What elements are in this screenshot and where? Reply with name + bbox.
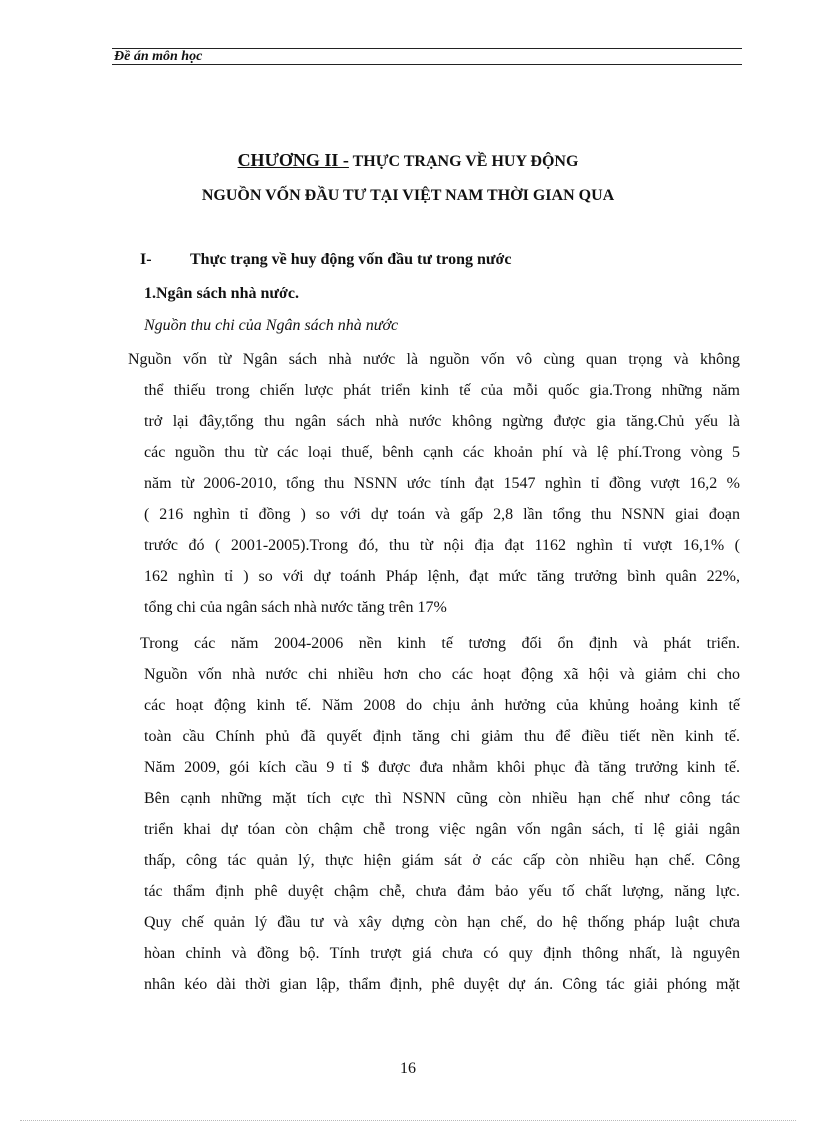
paragraph-line: Bên cạnh những mặt tích cực thì NSNN cũng còn nhiều hạn chế như công tác xyxy=(144,790,740,807)
paragraph-line: triển khai dự tóan còn chậm chễ trong việc ngân vốn ngân sách, tỉ lệ giải ngân xyxy=(144,821,740,838)
paragraph-line: 162 nghìn tỉ ) so với dự toánh Pháp lệnh, đạt mức tăng trưởng bình quân 22%, xyxy=(144,568,740,585)
page-top-border xyxy=(112,48,742,49)
page-bottom-edge xyxy=(20,1120,796,1121)
section-title: Thực trạng về huy động vốn đầu tư trong nước xyxy=(190,251,512,268)
paragraph-line: Nguồn vốn từ Ngân sách nhà nước là nguồn vốn vô cùng quan trọng và không xyxy=(128,351,740,368)
paragraph-line: thể thiếu trong chiến lược phát triển kinh tế của mỗi quốc gia.Trong những năm xyxy=(144,382,740,399)
section-number: I- xyxy=(140,251,152,268)
running-header: Đề án môn học xyxy=(114,49,203,64)
paragraph-line: nhân kéo dài thời gian lập, thẩm định, phê duyệt dự án. Công tác giải phóng mặt xyxy=(144,976,740,993)
paragraph-line: thấp, công tác quản lý, thực hiện giám sát ở các cấp còn nhiều hạn chế. Công xyxy=(144,852,740,869)
paragraph-line: tác thẩm định phê duyệt chậm chễ, chưa đảm bảo yếu tố chất lượng, năng lực. xyxy=(144,883,740,900)
subheading: Nguồn thu chi của Ngân sách nhà nước xyxy=(144,317,399,334)
paragraph-line: Nguồn vốn nhà nước chi nhiều hơn cho các hoạt động xã hội và giảm chi cho xyxy=(144,666,740,683)
paragraph-line: trở lại đây,tổng thu ngân sách nhà nước không ngừng được gia tăng.Chủ yếu là xyxy=(144,413,740,430)
chapter-title-line-1 xyxy=(0,150,816,172)
page-number: 16 xyxy=(400,1060,416,1077)
chapter-label: CHƯƠNG II - xyxy=(237,150,349,170)
paragraph-line: trước đó ( 2001-2005).Trong đó, thu từ nội địa đạt 1162 nghìn tỉ vượt 16,1% ( xyxy=(144,537,740,554)
paragraph-line: Trong các năm 2004-2006 nền kinh tế tương đối ổn định và phát triển. xyxy=(140,635,740,652)
paragraph-line: Quy chế quản lý đầu tư và xây dựng còn hạn chế, do hệ thống pháp luật chưa xyxy=(144,914,740,931)
subsection-title: 1.Ngân sách nhà nước. xyxy=(144,285,299,302)
paragraph-line: năm từ 2006-2010, tổng thu NSNN ước tính đạt 1547 nghìn tỉ đồng vượt 16,2 % xyxy=(144,475,740,492)
paragraph-line: tổng chi của ngân sách nhà nước tăng trên 17% xyxy=(144,599,447,616)
paragraph-line: hòan chỉnh và đồng bộ. Tính trượt giá chưa có quy định thông nhất, là nguyên xyxy=(144,945,740,962)
header-rule xyxy=(112,64,742,65)
chapter-title-1: THỰC TRẠNG VỀ HUY ĐỘNG xyxy=(352,153,579,170)
paragraph-line: toàn cầu Chính phủ đã quyết định tăng chi giảm thu để điều tiết nền kinh tế. xyxy=(144,728,740,745)
chapter-title-line-2: NGUỒN VỐN ĐẦU TƯ TẠI VIỆT NAM THỜI GIAN QUA xyxy=(201,187,615,204)
paragraph-line: các nguồn thu từ các loại thuế, bênh cạnh các khoản phí và lệ phí.Trong vòng 5 xyxy=(144,444,740,461)
paragraph-line: ( 216 nghìn tỉ đồng ) so với dự toán và gấp 2,8 lần tổng thu NSNN giai đoạn xyxy=(144,506,740,523)
paragraph-line: Năm 2009, gói kích cầu 9 tỉ $ được đưa nhằm khôi phục đà tăng trưởng kinh tế. xyxy=(144,759,740,776)
paragraph-line: các hoạt động kinh tế. Năm 2008 do chịu ảnh hưởng của khủng hoảng kinh tế xyxy=(144,697,740,714)
